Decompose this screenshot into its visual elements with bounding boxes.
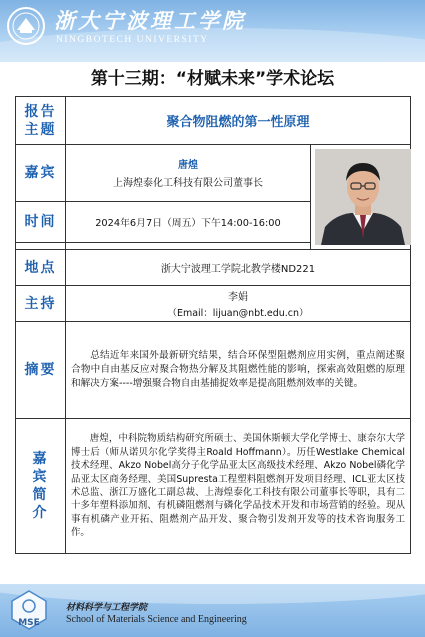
place-row bbox=[16, 250, 411, 286]
guest-row bbox=[16, 145, 411, 202]
time-label: 时间 bbox=[16, 201, 66, 243]
mse-logo-text: MSE bbox=[18, 618, 40, 628]
school-name-cn: 材料科学与工程学院 bbox=[66, 603, 148, 613]
host-email: （Email：lijuan@nbt.edu.cn） bbox=[167, 308, 309, 319]
host-label: 主持 bbox=[16, 286, 66, 322]
footer-banner bbox=[0, 584, 425, 637]
guest-photo bbox=[315, 149, 411, 245]
time-value: 2024年6月7日（周五）下午14:00-16:00 bbox=[66, 201, 311, 243]
abstract-text: 总结近年来国外最新研究结果，结合环保型阻燃剂应用实例，重点阐述聚合物中自由基反应对聚合物热分解及其阻燃性能的影响，探索高效阻燃的原理和解决方案----增强聚合物自由基捕捉效率是提高阻燃剂效率的关键。 bbox=[66, 322, 411, 419]
guest-cell bbox=[66, 145, 311, 202]
abstract-row bbox=[16, 322, 411, 419]
topic-label: 报告主题 bbox=[16, 97, 66, 145]
event-info-table bbox=[15, 96, 411, 554]
header-banner bbox=[0, 0, 425, 62]
abstract-label: 摘要 bbox=[16, 322, 66, 419]
photo-cell bbox=[311, 145, 411, 250]
guest-name: 唐煌 bbox=[178, 160, 198, 172]
bio-text: 唐煌，中科院物质结构研究所硕士、美国休斯顿大学化学博士、康奈尔大学博士后（师从诺贝尔化学奖得主Roald Hoffmann）。历任Westlake Chemical技术经理、Akzo Nobel高分子化学品亚太区高级技术经理、Akzo Nobel磷化学品亚太区商务经理、美国Supresta工程塑料阻燃剂开发项目经理、ICL亚太区技术总监、浙江万盛化工副总裁、上海煌泰化工科技有限公司董事长等职，具有二十多年塑料添加剂、有机磷阻燃剂与磷化学品技术开发和市场营销的经验。现从事有机磷产业开拓、阻燃剂产品开发、聚合物引发剂开发等的技术咨询服务工作。 bbox=[66, 419, 411, 554]
place-label: 地点 bbox=[16, 250, 66, 286]
university-logo-icon bbox=[6, 6, 46, 46]
host-cell bbox=[66, 286, 411, 322]
university-name-en: NINGBOTECH UNIVERSITY bbox=[56, 35, 209, 45]
host-name: 李娟 bbox=[228, 292, 248, 303]
guest-position: 上海煌泰化工科技有限公司董事长 bbox=[113, 178, 263, 190]
guest-label: 嘉宾 bbox=[16, 145, 66, 202]
page-title: 第十三期：“材赋未来”学术论坛 bbox=[90, 69, 335, 89]
footer-wave bbox=[0, 584, 425, 604]
bio-label: 嘉宾简介 bbox=[16, 419, 66, 554]
university-name-cn: 浙大宁波理工学院 bbox=[54, 8, 246, 33]
place-value: 浙大宁波理工学院北教学楼ND221 bbox=[66, 250, 411, 286]
host-row bbox=[16, 286, 411, 322]
bio-row bbox=[16, 419, 411, 554]
school-name-en: School of Materials Science and Engineering bbox=[66, 614, 247, 625]
mse-logo-icon bbox=[6, 588, 52, 632]
topic-value: 聚合物阻燃的第一性原理 bbox=[66, 97, 411, 145]
guest-portrait-icon bbox=[315, 149, 411, 245]
topic-row bbox=[16, 97, 411, 145]
